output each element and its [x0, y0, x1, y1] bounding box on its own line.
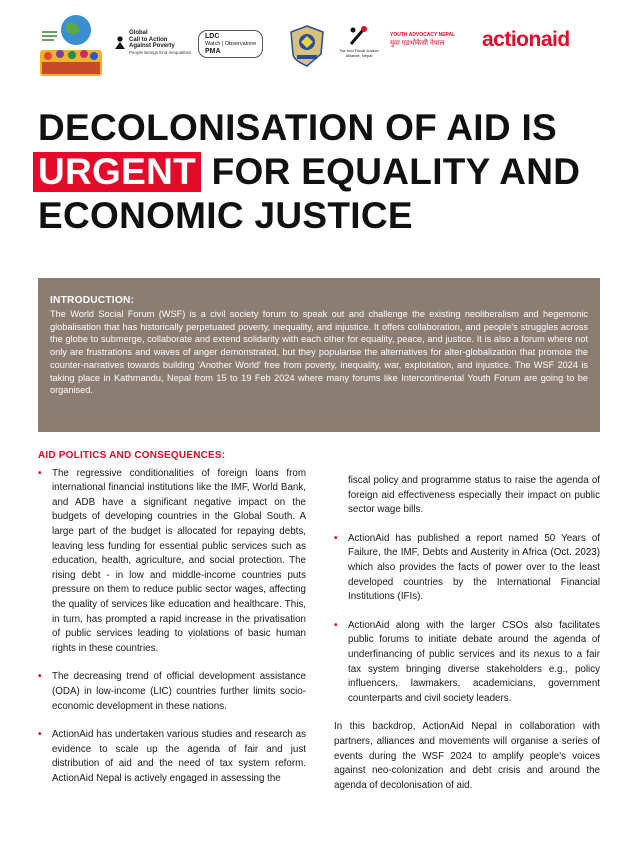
gcap-tagline: People Beings End Inequalities	[129, 49, 192, 55]
list-item-text: ActionAid has undertaken various studies and research as evidence to scale up the agenda of fair and just distribution of aid and the need of tax system reform. ActionAid Nepal is actively engaged in assessing the	[52, 729, 306, 784]
tax-alliance-icon	[348, 24, 370, 48]
intro-heading: INTRODUCTION:	[50, 295, 135, 306]
tax-alliance-name: Tax And Fiscal Justice Alliance, Nepal	[339, 48, 379, 58]
page-title	[38, 106, 618, 238]
title-line-2	[38, 150, 618, 194]
column-right	[334, 474, 600, 793]
gcap-figure-icon	[114, 36, 126, 50]
bullet-icon: •	[334, 532, 338, 544]
list-item	[38, 467, 306, 657]
bullet-list	[38, 467, 306, 787]
intro-body: The World Social Forum (WSF) is a civil society forum to speak out and challenge the existing neoliberalism and hegemonic globalisation that has historically perpetuated poverty, inequality, and injustice. It offers collaboration, and people's struggles across the globe to submerge, collaborate and extend solidarity with each other for equality, peace, and justice. It is also a forum where not only are frustrations and waves of anger demonstrated, but they popularise the alternatives for alter-globalization that promote the counter-narratives towards building 'Another World' free from poverty, inequality, war, exploitation, and injustice. The WSF 2024 is taking place in Kathmandu, Nepal from 15 to 19 Feb 2024 where many forums like Intercontinental Youth Forum are going to be organised.	[50, 309, 588, 396]
list-item	[334, 619, 600, 707]
nepal-emblem-icon	[288, 24, 326, 68]
list-item	[334, 532, 600, 605]
ldc-line3: PMA	[205, 47, 221, 55]
partner-logos	[38, 10, 618, 80]
ldc-line1: LDC	[205, 32, 220, 40]
continued-text: fiscal policy and programme status to raise the agenda of foreign aid effectiveness especially their impact on public sector wage bills.	[348, 475, 600, 516]
bullet-icon: •	[334, 619, 338, 631]
title-line-3: ECONOMIC JUSTICE	[38, 195, 413, 236]
tax-alliance-logo	[336, 24, 382, 58]
youth-line1: YOUTH ADVOCACY NEPAL	[390, 32, 456, 38]
gcap-logo	[114, 30, 191, 56]
bullet-icon: •	[38, 729, 42, 741]
gcap-line: Against Poverty	[129, 43, 175, 49]
youth-line2: युवा एडभोकेसी नेपाल	[390, 40, 445, 47]
list-item-text: The regressive conditionalities of foreign loans from international financial institutions like the IMF, World Bank, and ADB have a significant negative impact on the budgets of developing countries in the Global South. A large part of the budget is allocated for repaying debts, leaving less funding for essential public services such as education, health, agriculture, and social protection. The rising debt - in low and middle-income countries puts pressure on them to reduce public sector wages, affecting the quality of services like education and healthcare. This, in turn, has prompted a rapid increase in the privatisation of public services leading to violations of basic human rights in these countries.	[52, 467, 306, 654]
ldc-watch-logo	[198, 30, 263, 58]
title-line-2-rest: FOR EQUALITY AND	[201, 151, 581, 192]
bullet-icon: •	[38, 467, 42, 479]
gcap-line: Call to Action	[129, 36, 168, 43]
column-left	[38, 449, 306, 800]
youth-advocacy-logo	[390, 32, 455, 48]
title-highlight: URGENT	[33, 152, 201, 192]
bullet-icon: •	[38, 671, 42, 683]
list-item-text: ActionAid along with the larger CSOs also facilitates public forums to initiate debate around the agenda of underfinancing of public services and its nexus to a fair tax system bringing diverse stakeholders e.g., policy influencers, lawmakers, academicians, government counterparts and civil society leaders.	[348, 619, 600, 704]
ldc-line2: Watch | Observatoire	[205, 40, 257, 47]
list-item-text: The decreasing trend of official development assistance (ODA) in low-income (LIC) countries further limits socio-economic development in these nations.	[52, 671, 306, 712]
list-item	[38, 670, 306, 714]
introduction-box	[38, 278, 600, 432]
list-item-text: ActionAid has published a report named 50 Years of Failure, the IMF, Debts and Austerity in Africa (Oct. 2023) which also provides the facts of power over to the least developed countries by the International Financial Institutions (IFIs).	[348, 532, 600, 603]
bullet-list	[334, 532, 600, 707]
wsf-logo-icon	[38, 10, 104, 78]
closing-paragraph: In this backdrop, ActionAid Nepal in collaboration with partners, alliances and movements will organise a series of events during the WSF 2024 to amplify people's voices against neo-colonization and debt crisis and around the agenda of decolonisation of aid.	[334, 721, 600, 791]
actionaid-logo: actionaid	[482, 28, 570, 51]
gcap-line: Global	[129, 30, 148, 36]
section-heading: AID POLITICS AND CONSEQUENCES:	[38, 450, 226, 461]
list-item	[38, 728, 306, 786]
title-line-1: DECOLONISATION OF AID IS	[38, 107, 558, 148]
